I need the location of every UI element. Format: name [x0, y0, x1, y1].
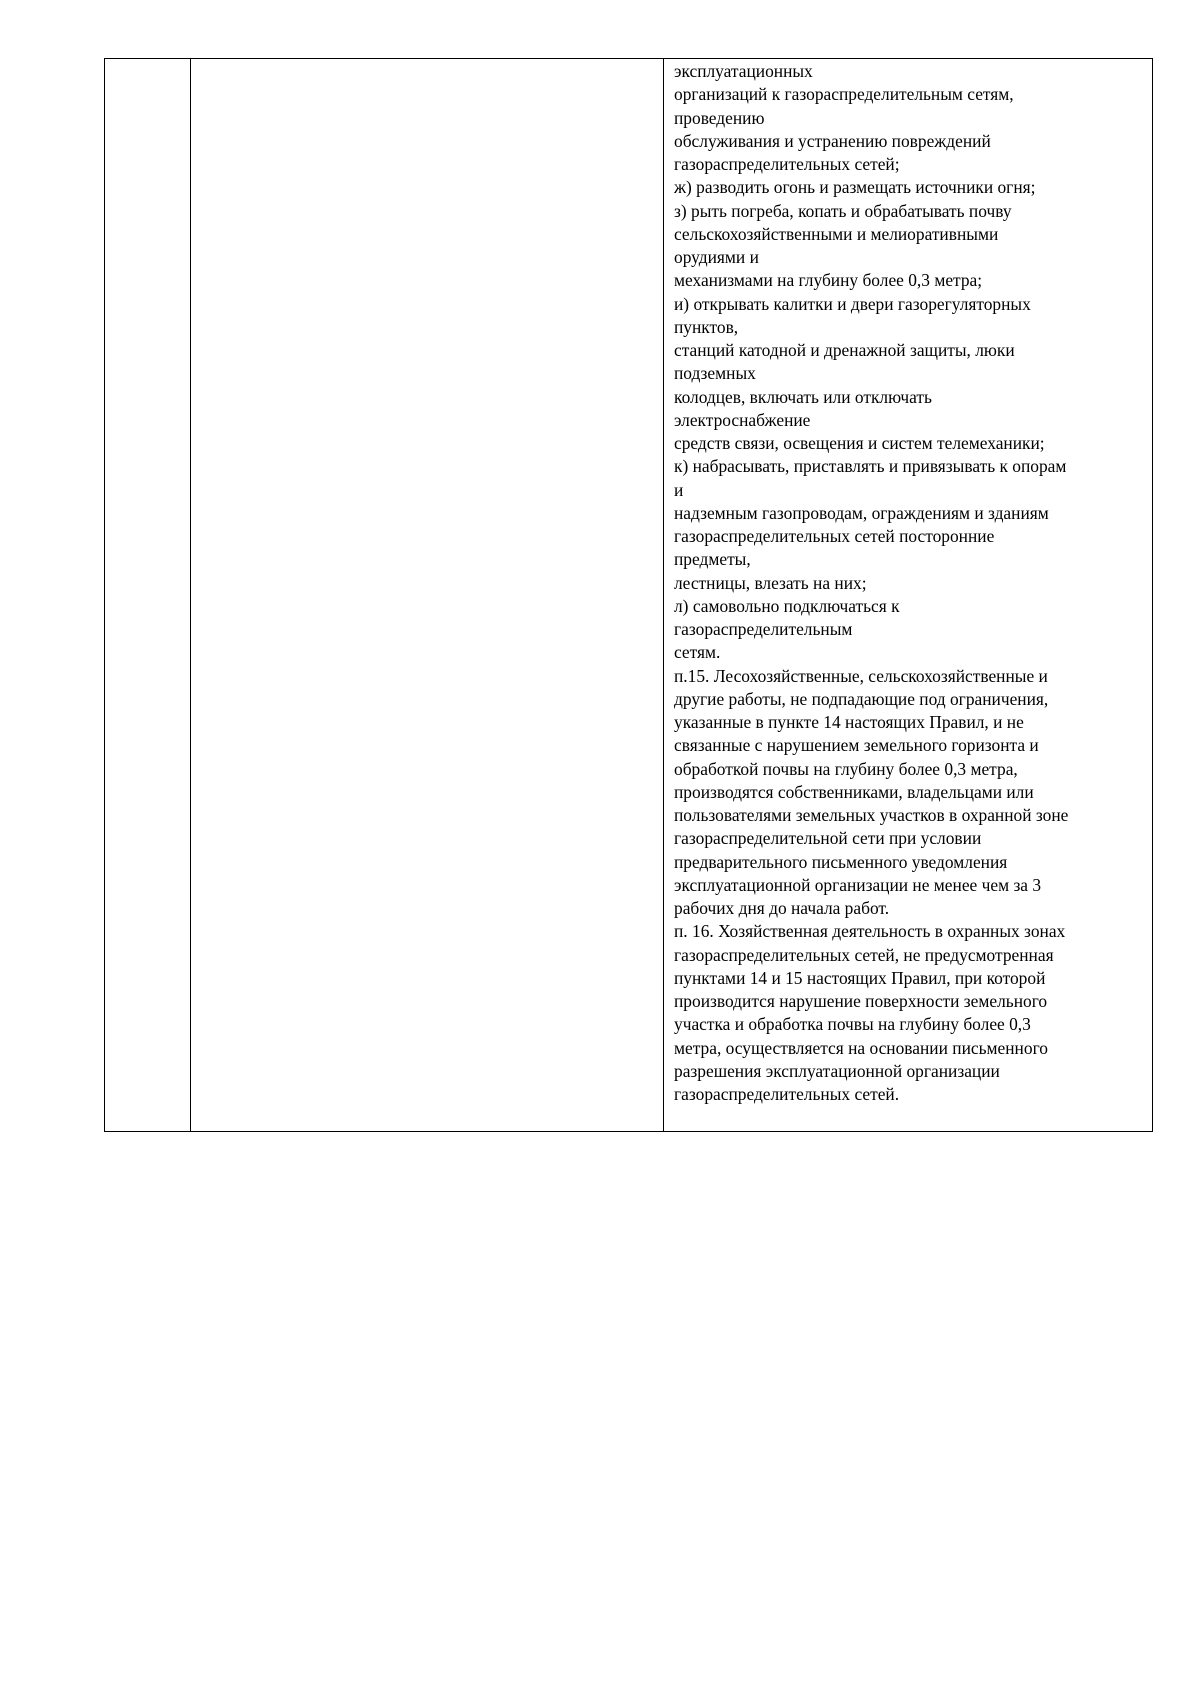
text-line: л) самовольно подключаться к — [674, 595, 900, 616]
text-line: з) рыть погреба, копать и обрабатывать почву — [674, 200, 1012, 221]
text-line: газораспределительным — [674, 619, 853, 639]
text-line: пользователями земельных участков в охранной зоне — [674, 805, 1069, 825]
text-line: орудиями и — [674, 247, 759, 267]
text-line: средств связи, освещения и систем телемеханики; — [674, 433, 1045, 453]
text-line: к) набрасывать, приставлять и привязывать к опорам — [674, 456, 1067, 477]
text-line: сетям. — [674, 642, 721, 663]
text-line: станций катодной и дренажной защиты, люки — [674, 340, 1015, 360]
text-line: рабочих дня до начала работ. — [674, 898, 890, 918]
document-table — [104, 58, 1153, 1132]
text-line: эксплуатационной организации не менее чем за 3 — [674, 874, 1042, 895]
text-line: колодцев, включать или отключать — [674, 386, 932, 407]
text-line: газораспределительных сетей; — [674, 154, 900, 174]
text-line: ж) разводить огонь и размещать источники огня; — [674, 177, 1036, 198]
table-cell-title — [191, 59, 664, 1131]
text-line: производится нарушение поверхности земельного — [674, 991, 1048, 1011]
text-line: газораспределительных сетей посторонние — [674, 526, 995, 546]
text-line: участка и обработка почвы на глубину более 0,3 — [674, 1014, 1031, 1035]
text-line: и — [674, 479, 684, 500]
text-line: эксплуатационных — [674, 61, 813, 81]
text-line: и) открывать калитки и двери газорегуляторных — [674, 293, 1031, 314]
text-line: подземных — [674, 363, 756, 384]
text-line: сельскохозяйственными и мелиоративными — [674, 223, 999, 244]
text-line: пунктов, — [674, 316, 739, 337]
text-line: лестницы, влезать на них; — [674, 572, 867, 593]
text-line: разрешения эксплуатационной организации — [674, 1060, 1000, 1081]
text-line: газораспределительной сети при условии — [674, 828, 982, 849]
text-line: газораспределительных сетей, не предусмотренная — [674, 944, 1054, 965]
text-line: другие работы, не подпадающие под ограничения, — [674, 688, 1049, 709]
text-line: указанные в пункте 14 настоящих Правил, и не — [674, 712, 1024, 732]
text-line: пунктами 14 и 15 настоящих Правил, при которой — [674, 967, 1046, 988]
text-line: п.15. Лесохозяйственные, сельскохозяйственные и — [674, 665, 1048, 686]
table-cell-number — [105, 59, 191, 1131]
text-line: обработкой почвы на глубину более 0,3 метра, — [674, 758, 1018, 779]
text-line: механизмами на глубину более 0,3 метра; — [674, 270, 983, 291]
text-line: предварительного письменного уведомления — [674, 851, 1008, 872]
table-cell-text — [664, 59, 1152, 1131]
text-line: надземным газопроводам, ограждениям и зданиям — [674, 502, 1049, 523]
text-line: производятся собственниками, владельцами или — [674, 781, 1034, 802]
text-line: проведению — [674, 107, 765, 128]
text-line: метра, осуществляется на основании письменного — [674, 1037, 1048, 1058]
text-line: электроснабжение — [674, 409, 811, 430]
text-line: предметы, — [674, 549, 751, 570]
text-line: газораспределительных сетей. — [674, 1084, 900, 1104]
text-line: п. 16. Хозяйственная деятельность в охранных зонах — [674, 921, 1066, 942]
text-line: организаций к газораспределительным сетям, — [674, 84, 1014, 105]
text-line: обслуживания и устранению повреждений — [674, 130, 991, 151]
text-line: связанные с нарушением земельного горизонта и — [674, 735, 1039, 756]
